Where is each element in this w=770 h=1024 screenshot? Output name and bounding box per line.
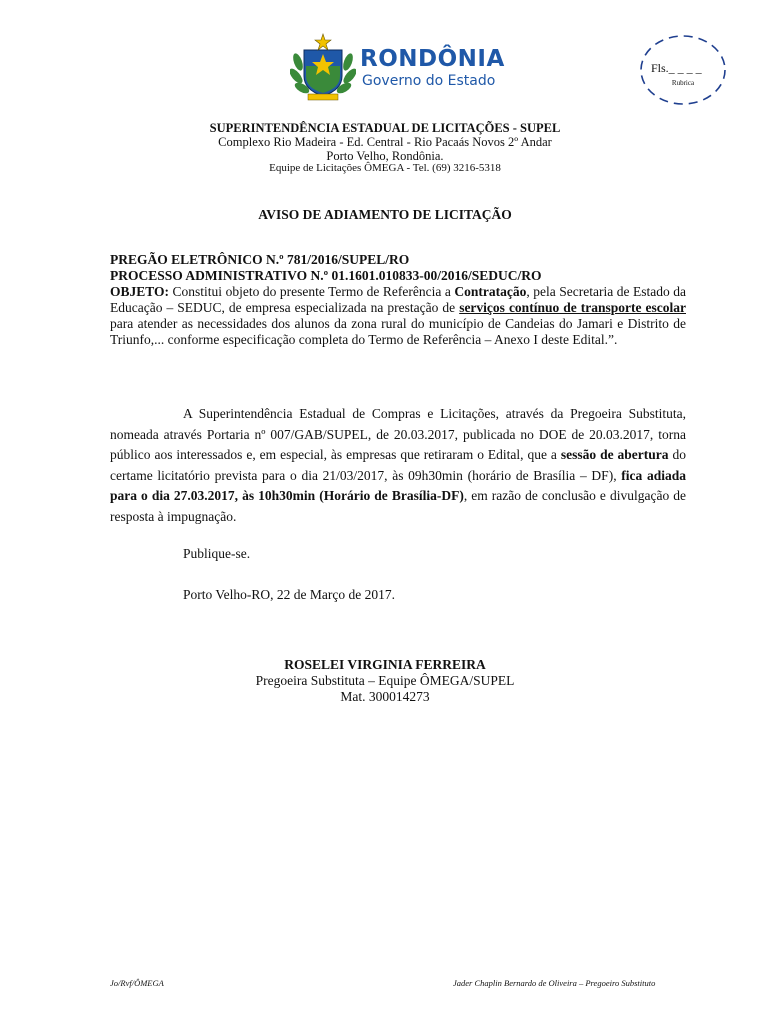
address-line-1: Complexo Rio Madeira - Ed. Central - Rio Pacaás Novos 2º Andar (218, 135, 552, 149)
objeto-text-1: Constitui objeto do presente Termo de Referência a (169, 284, 455, 299)
team-contact: Equipe de Licitações ÔMEGA - Tel. (69) 3216-5318 (269, 162, 501, 174)
footer-left: Jo/Rvf/ÔMEGA (110, 978, 164, 988)
pregao-number: PREGÃO ELETRÔNICO N.º 781/2016/SUPEL/RO (110, 252, 410, 267)
objeto-paragraph (110, 284, 686, 348)
objeto-label: OBJETO: (110, 284, 170, 299)
signer-name: ROSELEI VIRGINIA FERREIRA (284, 657, 486, 672)
agency-name: SUPERINTENDÊNCIA ESTADUAL DE LICITAÇÕES - SUPEL (209, 121, 561, 135)
notice-text-1: A Superintendência Estadual de Compras e Licitações, através da Pregoeira Substituta, nomeada através Portaria nº 007/GAB/SUPEL, de 20.03.2017, publicada no DOE de 20.03.2017, torna público aos interessados e, em especial, às empresas que retiraram o Edital, que a (110, 406, 686, 463)
rondonia-logo (290, 32, 505, 104)
footer-right: Jader Chaplin Bernardo de Oliveira – Pregoeiro Substituto (453, 978, 656, 988)
objeto-contratacao: Contratação (454, 284, 527, 299)
notice-text-2: do certame licitatório prevista para o dia 21/03/2017, às 09h30min (horário de Brasília – DF), (110, 447, 686, 483)
notice-text-3: , em razão de conclusão e divulgação de resposta à impugnação. (110, 488, 686, 524)
notice-new-date: fica adiada para o dia 27.03.2017, às 10h30min (Horário de Brasília-DF) (110, 467, 686, 504)
objeto-text-2: , pela Secretaria de Estado da Educação – SEDUC, de empresa especializada na prestação de (110, 284, 686, 315)
state-seal-icon (290, 32, 356, 102)
document-title: AVISO DE ADIAMENTO DE LICITAÇÃO (258, 207, 512, 222)
rubrica-label: Rubrica (671, 79, 695, 87)
place-date-line: Porto Velho-RO, 22 de Março de 2017. (183, 587, 395, 602)
signer-role: Pregoeira Substituta – Equipe ÔMEGA/SUPEL (255, 673, 515, 688)
processo-number: PROCESSO ADMINISTRATIVO N.º 01.1601.010833-00/2016/SEDUC/RO (110, 268, 542, 283)
fls-stamp (639, 34, 727, 106)
logo-brand: RONDÔNIA (360, 46, 505, 72)
objeto-text-3: para atender as necessidades dos alunos da zona rural do município de Candeias do Jamari e Distrito de Triunfo,... conforme especificação completa do Termo de Referência – Anexo I deste Edital.”. (110, 316, 686, 347)
notice-sessao: sessão de abertura (560, 447, 669, 463)
objeto-servicos: serviços contínuo de transporte escolar (459, 300, 686, 315)
notice-paragraph (110, 404, 686, 528)
logo-subtitle: Governo do Estado (362, 73, 496, 89)
fls-label: Fls._ _ _ _ (651, 61, 702, 75)
address-line-2: Porto Velho, Rondônia. (326, 149, 444, 163)
signer-mat: Mat. 300014273 (340, 689, 430, 704)
publique-line: Publique-se. (183, 546, 251, 561)
